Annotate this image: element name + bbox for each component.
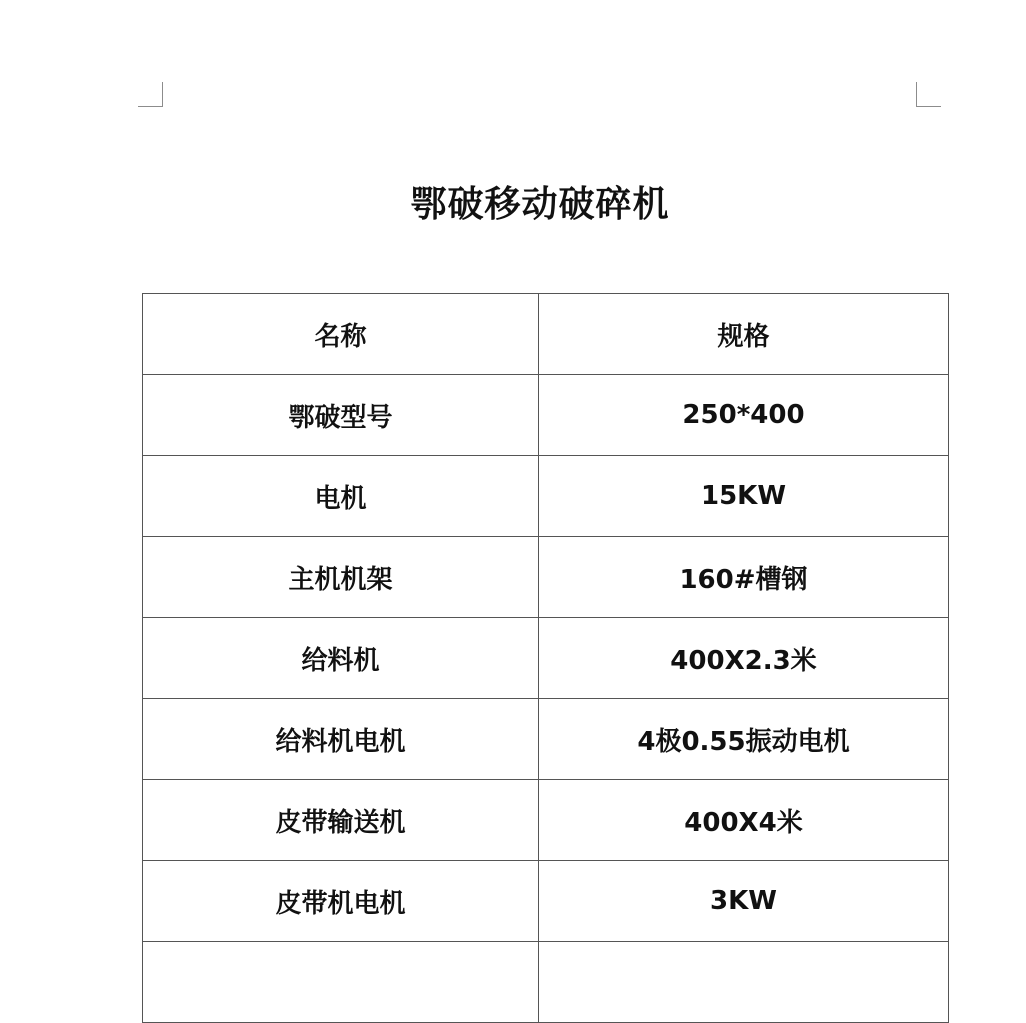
table-row <box>143 942 949 1023</box>
table-row <box>143 618 949 699</box>
cell-spec: 400X2.3米 <box>539 618 949 699</box>
header-cell-name: 名称 <box>143 294 539 375</box>
cell-spec: 160#槽钢 <box>539 537 949 618</box>
table-row <box>143 861 949 942</box>
cell-spec: 250*400 <box>539 375 949 456</box>
cell-name <box>143 942 539 1023</box>
table-row <box>143 780 949 861</box>
table-row <box>143 375 949 456</box>
table-row <box>143 699 949 780</box>
table-header-row <box>143 294 949 375</box>
cell-name: 给料机电机 <box>143 699 539 780</box>
cell-spec: 3KW <box>539 861 949 942</box>
cell-name: 皮带机电机 <box>143 861 539 942</box>
cell-name: 电机 <box>143 456 539 537</box>
table-row <box>143 456 949 537</box>
cell-name: 鄂破型号 <box>143 375 539 456</box>
document-title: 鄂破移动破碎机 <box>410 184 670 225</box>
cell-name: 主机机架 <box>143 537 539 618</box>
header-cell-spec: 规格 <box>539 294 949 375</box>
table-row <box>143 537 949 618</box>
cell-spec: 15KW <box>539 456 949 537</box>
cell-name: 给料机 <box>143 618 539 699</box>
cell-spec: 400X4米 <box>539 780 949 861</box>
cell-spec <box>539 942 949 1023</box>
spec-table <box>142 293 949 1023</box>
cell-spec: 4极0.55振动电机 <box>539 699 949 780</box>
cell-name: 皮带输送机 <box>143 780 539 861</box>
page-corner-mark-left <box>138 82 163 107</box>
page-corner-mark-right <box>916 82 941 107</box>
